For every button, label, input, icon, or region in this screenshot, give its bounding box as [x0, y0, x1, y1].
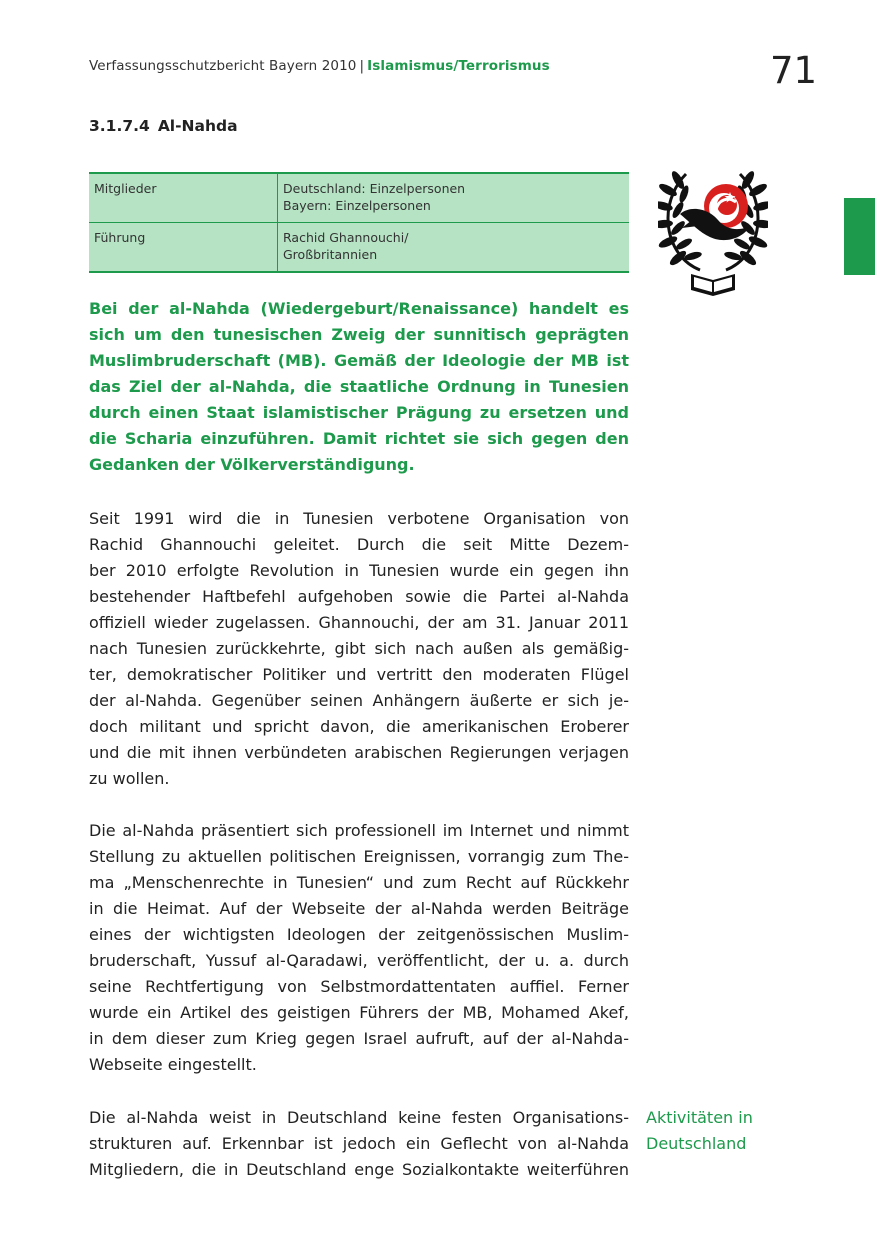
value-line: Großbritannien — [283, 247, 378, 262]
body-paragraph — [89, 506, 629, 792]
table-row — [89, 173, 629, 223]
text-line: in die Heimat. Auf der Webseite der al-Nahda werden Beiträge — [89, 899, 629, 918]
margin-note — [646, 1105, 753, 1157]
al-nahda-emblem-icon — [658, 170, 768, 298]
text-line: offiziell wieder zugelassen. Ghannouchi, der am 31. Januar 2011 — [89, 613, 629, 632]
margin-note-line: Aktivitäten in — [646, 1108, 753, 1127]
value-line: Deutschland: Einzelpersonen — [283, 181, 466, 196]
page-number: 71 — [770, 49, 818, 92]
text-line: Die al-Nahda weist in Deutschland keine festen Organisations- — [89, 1108, 629, 1127]
running-header — [89, 58, 550, 74]
lead-paragraph — [89, 296, 629, 478]
value-line: Bayern: Einzelpersonen — [283, 198, 431, 213]
body-paragraph — [89, 1105, 629, 1183]
text-line: Mitgliedern, die in Deutschland enge Sozialkontakte weiterführen — [89, 1160, 629, 1179]
text-line: in dem dieser zum Krieg gegen Israel aufruft, auf der al-Nahda- — [89, 1029, 629, 1048]
publication-title: Verfassungsschutzbericht Bayern 2010 — [89, 58, 357, 74]
text-line: und die mit ihnen verbündeten arabischen Regierungen verjagen — [89, 743, 629, 762]
section-heading — [89, 117, 238, 135]
header-section: Islamismus/Terrorismus — [367, 58, 550, 74]
text-line: bestehender Haftbefehl aufgehoben sowie die Partei al-Nahda — [89, 587, 629, 606]
header-separator: | — [359, 58, 365, 74]
text-line: Stellung zu aktuellen politischen Ereignissen, vorrangig zum The- — [89, 847, 629, 866]
text-line: bruderschaft, Yussuf al-Qaradawi, veröffentlicht, der u. a. durch — [89, 951, 629, 970]
text-line: der al-Nahda. Gegenüber seinen Anhängern äußerte er sich je- — [89, 691, 629, 710]
text-line: wurde ein Artikel des geistigen Führers der MB, Mohamed Akef, — [89, 1003, 629, 1022]
body-paragraph — [89, 818, 629, 1078]
text-line: ter, demokratischer Politiker und vertritt den moderaten Flügel — [89, 665, 629, 684]
text-line: das Ziel der al-Nahda, die staatliche Ordnung in Tunesien — [89, 377, 629, 396]
text-line: Webseite eingestellt. — [89, 1055, 257, 1074]
table-row-value — [278, 173, 630, 223]
text-line: Muslimbruderschaft (MB). Gemäß der Ideologie der MB ist — [89, 351, 629, 370]
text-line: eines der wichtigsten Ideologen der zeitgenössischen Muslim- — [89, 925, 629, 944]
text-line: durch einen Staat islamistischer Prägung zu ersetzen und — [89, 403, 629, 422]
text-line: seine Rechtfertigung von Selbstmordattentaten auffiel. Ferner — [89, 977, 629, 996]
text-line: Rachid Ghannouchi geleitet. Durch die seit Mitte Dezem- — [89, 535, 629, 554]
text-line: ber 2010 erfolgte Revolution in Tunesien wurde ein gegen ihn — [89, 561, 629, 580]
text-line: doch militant und spricht davon, die amerikanischen Eroberer — [89, 717, 629, 736]
text-line: Gedanken der Völkerverständigung. — [89, 455, 415, 474]
section-thumb-tab — [844, 198, 875, 275]
text-line: die Scharia einzuführen. Damit richtet sie sich gegen den — [89, 429, 629, 448]
value-line: Rachid Ghannouchi/ — [283, 230, 409, 245]
table-row-label: Mitglieder — [89, 173, 278, 223]
text-line: strukturen auf. Erkennbar ist jedoch ein Geflecht von al-Nahda — [89, 1134, 629, 1153]
text-line: zu wollen. — [89, 769, 170, 788]
section-title: Al-Nahda — [157, 117, 238, 135]
text-line: ma „Menschenrechte in Tunesien“ und zum Recht auf Rückkehr — [89, 873, 629, 892]
table-row-value — [278, 223, 630, 273]
text-line: Die al-Nahda präsentiert sich professionell im Internet und nimmt — [89, 821, 629, 840]
section-number: 3.1.7.4 — [89, 117, 150, 135]
table-row-label: Führung — [89, 223, 278, 273]
text-line: sich um den tunesischen Zweig der sunnitisch geprägten — [89, 325, 629, 344]
organization-info-table — [89, 172, 629, 273]
text-line: nach Tunesien zurückkehrte, gibt sich nach außen als gemäßig- — [89, 639, 629, 658]
text-line: Bei der al-Nahda (Wiedergeburt/Renaissance) handelt es — [89, 299, 629, 318]
margin-note-line: Deutschland — [646, 1134, 747, 1153]
table-row — [89, 223, 629, 273]
text-line: Seit 1991 wird die in Tunesien verbotene Organisation von — [89, 509, 629, 528]
